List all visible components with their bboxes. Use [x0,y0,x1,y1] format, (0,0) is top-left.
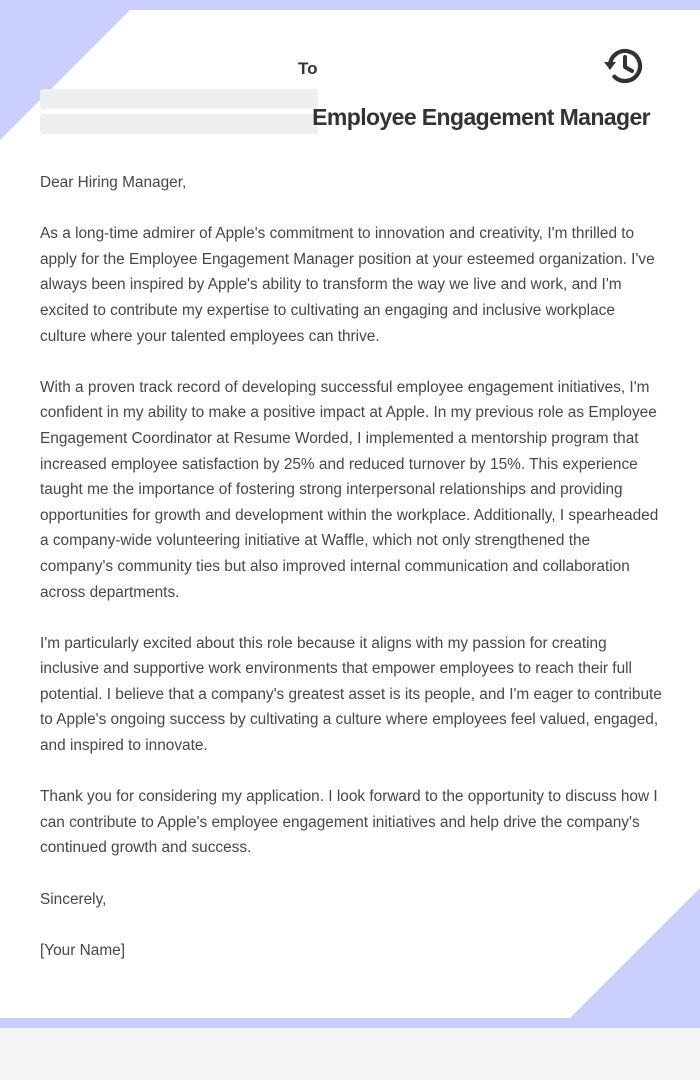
top-accent-strip [0,0,700,10]
signature: [Your Name] [40,941,125,959]
history-icon [602,43,648,89]
job-title-heading: Employee Engagement Manager [312,104,650,130]
closing: Sincerely, [40,890,107,908]
paragraph: I'm particularly excited about this role because it aligns with my passion for creating inclusive and supportive work environments that empower employees to reach their full potential. I believe that a company's greatest asset is its people, and I'm eager to contribute to Apple's ongoing success by cultivating a culture where employees feel valued, engaged, and inspired to innovate. [40,634,662,755]
paragraph: Thank you for considering my application. I look forward to the opportunity to discuss how I can contribute to Apple's employee engagement initiatives and help drive the company's continued growth and success. [40,788,658,857]
recipient-label: To [298,59,318,78]
recipient-address-placeholder [40,114,318,134]
paragraph: As a long-time admirer of Apple's commitment to innovation and creativity, I'm thrilled to apply for the Employee Engagement Manager position at your esteemed organization. I've always been inspired by Apple's ability to transform the way we live and work, and I'm excited to contribute my expertise to cultivating an engaging and inclusive workplace culture where your talented employees can thrive. [40,225,655,345]
recipient-name-placeholder [40,89,318,109]
bottom-accent-strip [0,1018,700,1028]
salutation: Dear Hiring Manager, [40,174,187,191]
letter-body [40,170,665,989]
paragraph: With a proven track record of developing successful employee engagement initiatives, I'm confident in my ability to make a positive impact at Apple. In my previous role as Employee Engagement Coordinator at Resume Worded, I implemented a mentorship program that increased employee satisfaction by 25% and reduced turnover by 15%. This experience taught me the importance of fostering strong interpersonal relationships and providing opportunities for growth and development within the workplace. Additionally, I spearheaded a company-wide volunteering initiative at Waffle, which not only strengthened the company's community ties but also improved internal communication and collaboration across departments. [40,378,659,601]
